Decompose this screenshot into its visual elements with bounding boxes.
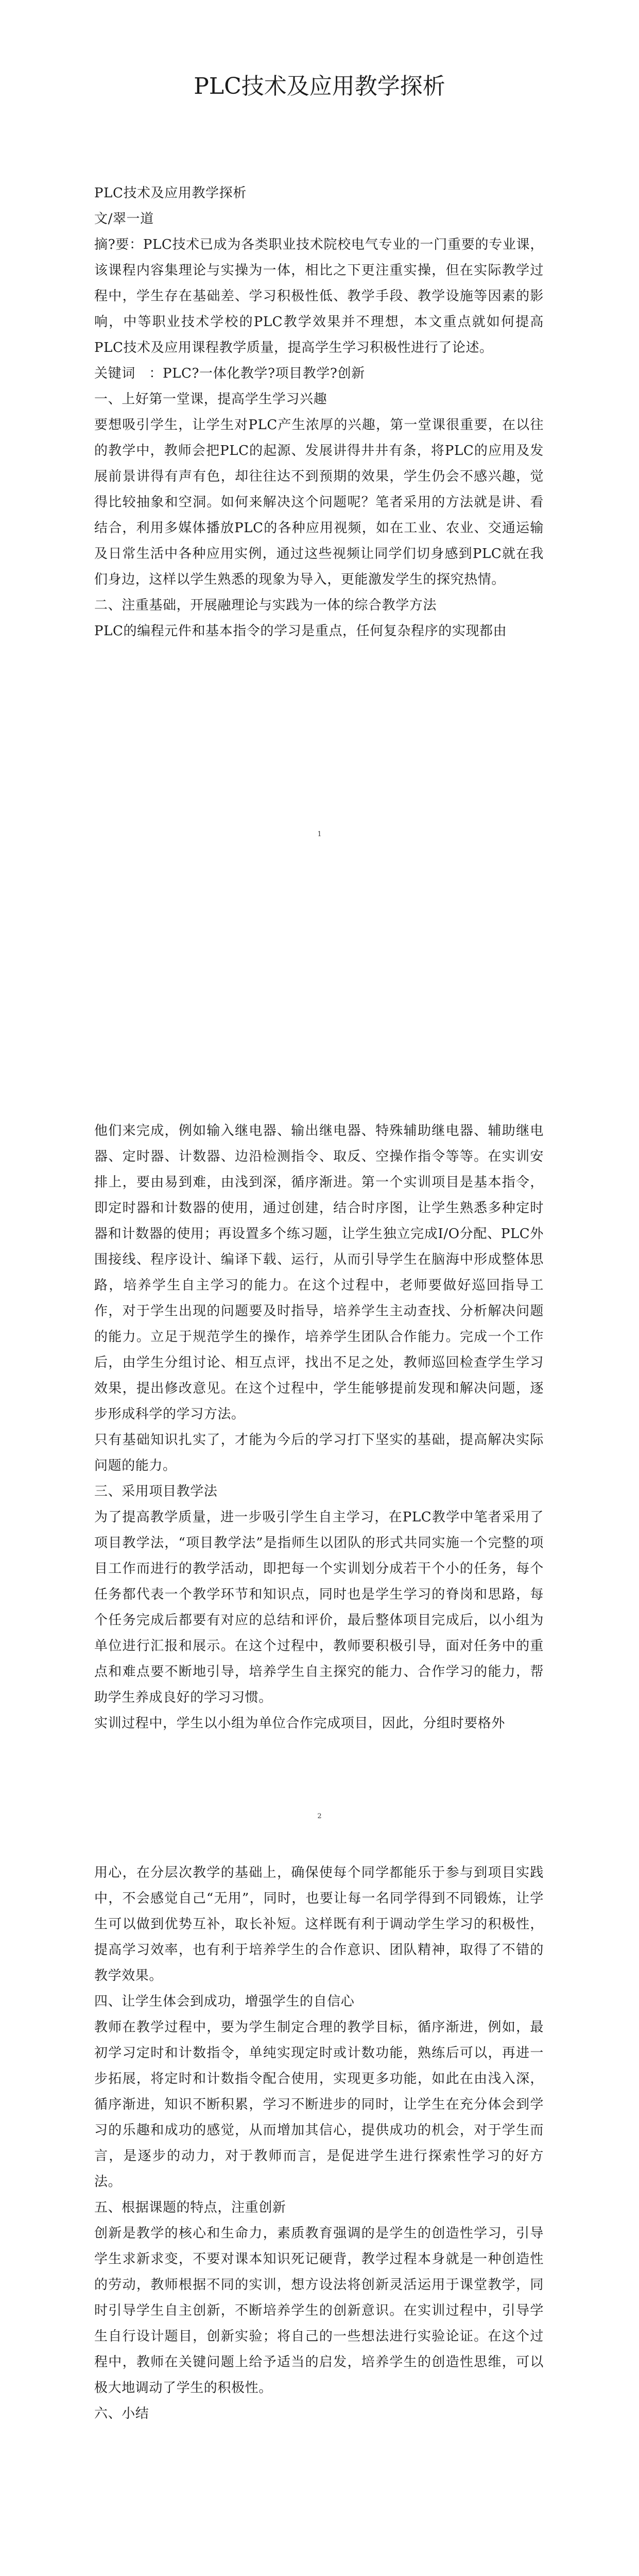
author-line: 文/翠一道 bbox=[94, 211, 154, 227]
section-5-paragraph: 创新是教学的核心和生命力，素质教育强调的是学生的创造性学习，引导学生求新求变，不要对课本知识死记硬背，教学过程本身就是一种创造性的劳动，教师根据不同的实训，想方设法将创新灵活运用于课堂教学，同时引导学生自主创新，不断培养学生的创新意识。在实训过程中，引导学生自行设计题目，创新实验；将自己的一些想法进行实验论证。在这个过程中，教师在关键问题上给予适当的启发，培养学生的创造性思维，可以极大地调动了学生的积极性。 bbox=[94, 2226, 544, 2396]
section-6-heading: 六、小结 bbox=[94, 2406, 149, 2421]
section-1-heading: 一、上好第一堂课，提高学生学习兴趣 bbox=[94, 392, 327, 407]
section-3-paragraph-2-start: 实训过程中，学生以小组为单位合作完成项目，因此，分组时要格外 bbox=[94, 1716, 506, 1731]
section-4-heading: 四、让学生体会到成功，增强学生的自信心 bbox=[94, 1994, 355, 2009]
document-title: PLC技术及应用教学探析 bbox=[194, 73, 445, 99]
section-4-paragraph: 教师在教学过程中，要为学生制定合理的教学目标，循序渐进，例如，最初学习定时和计数指令，单纯实现定时或计数功能，熟练后可以，再进一步拓展，将定时和计数指令配合使用，实现更多功能，如此在由浅入深，循序渐进，知识不断积累，学习不断进步的同时，让学生在充分体会到学习的乐趣和成功的感觉，从而增加其信心，提供成功的机会，对于学生而言，是逐步的动力，对于教师而言，是促进学生进行探索性学习的好方法。 bbox=[94, 2020, 544, 2190]
subtitle: PLC技术及应用教学探析 bbox=[94, 185, 247, 201]
page-3-body bbox=[0, 1860, 639, 2427]
section-2-paragraph-start: PLC的编程元件和基本指令的学习是重点，任何复杂程序的实现都由 bbox=[94, 623, 507, 639]
section-3-paragraph-2-cont: 用心，在分层次教学的基础上，确保使每个同学都能乐于参与到项目实践中，不会感觉自己“无用”，同时，也要让每一名同学得到不同锻炼，让学生可以做到优势互补，取长补短。这样既有利于调动学生学习的积极性，提高学习效率，也有利于培养学生的合作意识、团队精神，取得了不错的教学效果。 bbox=[94, 1865, 544, 1984]
page-2-body bbox=[0, 1118, 639, 1736]
section-5-heading: 五、根据课题的特点，注重创新 bbox=[94, 2200, 286, 2215]
page-1-body bbox=[0, 180, 639, 644]
section-2-paragraph-cont: 他们来完成，例如输入继电器、输出继电器、特殊辅助继电器、辅助继电器、定时器、计数器、边沿检测指令、取反、空操作指令等等。在实训安排上，要由易到难，由浅到深，循序渐进。第一个实训项目是基本指令，即定时器和计数器的使用，通过创建，结合时序图，让学生熟悉多种定时器和计数器的使用；再设置多个练习题，让学生独立完成I/O分配、PLC外围接线、程序设计、编译下载、运行，从而引导学生在脑海中形成整体思路，培养学生自主学习的能力。在这个过程中，老师要做好巡回指导工作，对于学生出现的问题要及时指导，培养学生主动查找、分析解决问题的能力。立足于规范学生的操作，培养学生团队合作能力。完成一个工作后，由学生分组讨论、相互点评，找出不足之处，教师巡回检查学生学习效果，提出修改意见。在这个过程中，学生能够提前发现和解决问题，逐步形成科学的学习方法。 bbox=[94, 1123, 544, 1422]
page-number: 1 bbox=[317, 831, 322, 838]
section-3-heading: 三、采用项目教学法 bbox=[94, 1484, 218, 1499]
abstract: 摘?要：PLC技术已成为各类职业技术院校电气专业的一门重要的专业课，该课程内容集理论与实操为一体，相比之下更注重实操，但在实际教学过程中，学生存在基础差、学习积极性低、教学手段、教学设施等因素的影响，中等职业技术学校的PLC教学效果并不理想，本文重点就如何提高PLC技术及应用课程教学质量，提高学生学习积极性进行了论述。 bbox=[94, 237, 544, 355]
page-number: 2 bbox=[317, 1812, 322, 1820]
section-2-heading: 二、注重基础，开展融理论与实践为一体的综合教学方法 bbox=[94, 598, 437, 613]
section-1-paragraph: 要想吸引学生，让学生对PLC产生浓厚的兴趣，第一堂课很重要，在以往的教学中，教师会把PLC的起源、发展讲得井井有条，将PLC的应用及发展前景讲得有声有色，却往往达不到预期的效果，学生仍会不感兴趣，觉得比较抽象和空洞。如何来解决这个问题呢？笔者采用的方法就是讲、看结合，利用多媒体播放PLC的各种应用视频，如在工业、农业、交通运输及日常生活中各种应用实例，通过这些视频让同学们切身感到PLC就在我们身边，这样以学生熟悉的现象为导入，更能激发学生的探究热情。 bbox=[94, 417, 544, 587]
section-2-paragraph-2: 只有基础知识扎实了，才能为今后的学习打下坚实的基础，提高解决实际问题的能力。 bbox=[94, 1432, 544, 1473]
keywords: 关键词 ：PLC?一体化教学?项目教学?创新 bbox=[94, 366, 365, 381]
section-3-paragraph: 为了提高教学质量，进一步吸引学生自主学习，在PLC教学中笔者采用了项目教学法，“项目教学法”是指师生以团队的形式共同实施一个完整的项目工作而进行的教学活动，即把每一个实训划分成若干个小的任务，每个任务都代表一个教学环节和知识点，同时也是学生学习的脊岗和思路，每个任务完成后都要有对应的总结和评价，最后整体项目完成后，以小组为单位进行汇报和展示。在这个过程中，教师要积极引导，面对任务中的重点和难点要不断地引导，培养学生自主探究的能力、合作学习的能力，帮助学生养成良好的学习习惯。 bbox=[94, 1510, 544, 1705]
